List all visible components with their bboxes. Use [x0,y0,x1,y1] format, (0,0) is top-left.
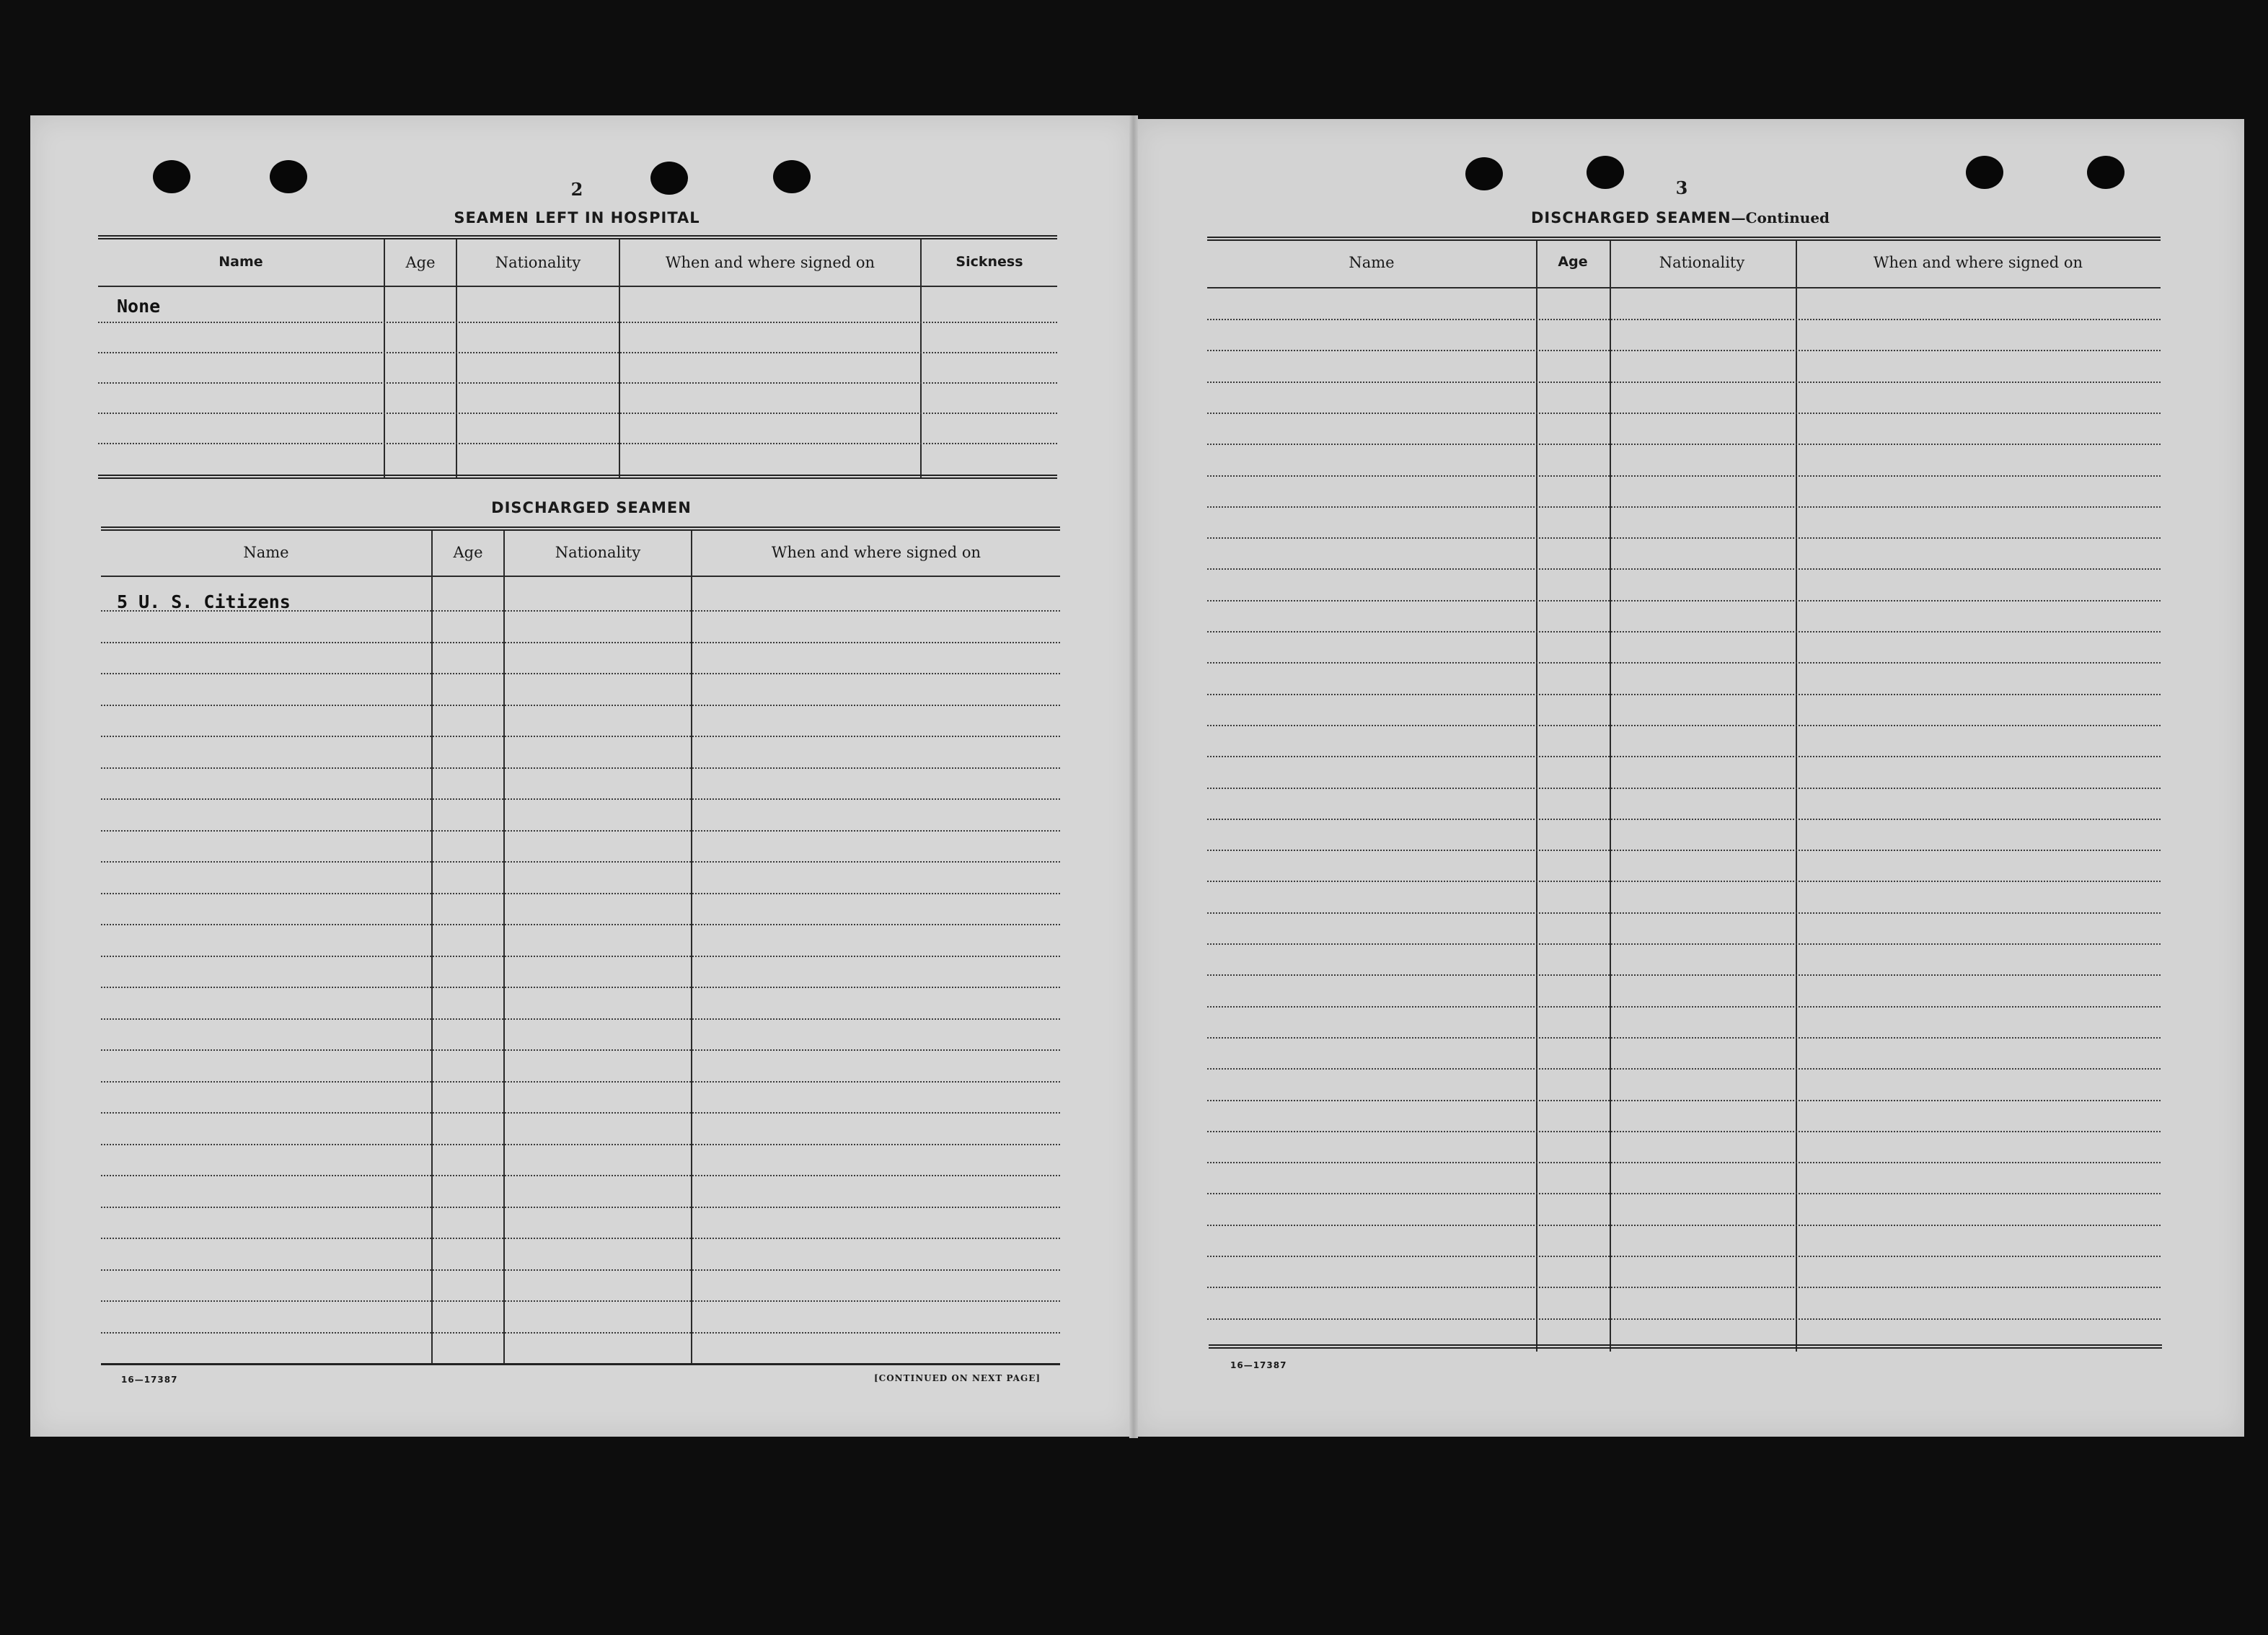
discharged-section-title: DISCHARGED SEAMEN [491,499,692,516]
row-line [1207,319,2161,320]
hospital-section-title: SEAMEN LEFT IN HOSPITAL [454,209,700,226]
right-bottom-rule [1209,1344,2162,1349]
row-line [101,1144,1060,1145]
row-line [101,1238,1060,1239]
row-line [1207,1225,2161,1226]
row-line [1207,694,2161,695]
discharged-col-divider [503,531,505,1365]
row-line [1207,444,2161,445]
right-col-divider [1536,241,1537,1352]
continued-note: [CONTINUED ON NEXT PAGE] [874,1373,1041,1383]
row-line [101,1018,1060,1020]
right-col-name: Name [1349,254,1395,271]
row-line [101,767,1060,769]
row-line [101,610,1060,612]
hospital-row-line [98,443,1057,444]
row-line [101,861,1060,863]
row-line [101,736,1060,737]
row-line [101,1112,1060,1114]
page-fold [1129,115,1138,1438]
row-line [1207,974,2161,976]
right-col-nationality: Nationality [1659,254,1745,271]
hospital-header-rule [98,286,1057,287]
punch-hole [153,160,190,193]
row-line [101,1300,1060,1302]
hospital-col-sickness: Sickness [956,254,1023,270]
discharged-col-divider [691,531,692,1365]
row-line [1207,1006,2161,1008]
hospital-top-rule [98,235,1057,239]
row-line [101,1207,1060,1208]
row-line [1207,1256,2161,1257]
punch-hole [270,160,307,193]
row-line [1207,1193,2161,1194]
discharged-col-nationality: Nationality [555,544,641,561]
right-col-divider [1610,241,1611,1352]
right-header-rule [1207,287,2161,288]
discharged-top-rule [101,526,1060,531]
row-line [101,642,1060,643]
row-line [101,798,1060,800]
title-continued: —Continued [1731,209,1830,226]
right-col-divider [1796,241,1797,1352]
row-line [1207,850,2161,851]
row-line [1207,1100,2161,1101]
discharged-col-divider [431,531,433,1365]
right-col-age: Age [1558,254,1588,270]
row-line [101,1269,1060,1271]
row-line [101,956,1060,957]
punch-hole [1587,156,1624,189]
row-line [1207,1068,2161,1070]
form-code: 16—17387 [121,1375,178,1385]
row-line [101,830,1060,832]
row-line [101,1081,1060,1083]
title-main: DISCHARGED SEAMEN [1530,209,1731,226]
row-line [1207,819,2161,820]
discharged-entry: 5 U. S. Citizens [117,591,291,612]
right-page [1134,119,2244,1437]
row-line [101,924,1060,925]
row-line [1207,382,2161,383]
form-code: 16—17387 [1230,1360,1287,1370]
hospital-bottom-rule [98,475,1057,479]
discharged-col-name: Name [243,544,289,561]
row-line [1207,788,2161,789]
right-top-rule [1207,237,2161,241]
hospital-col-age: Age [405,254,436,271]
row-line [1207,881,2161,882]
discharged-col-age: Age [453,544,483,561]
row-line [1207,1287,2161,1288]
discharged-bottom-rule [101,1363,1060,1365]
row-line [1207,662,2161,664]
row-line [1207,568,2161,570]
page-number: 3 [1675,177,1688,198]
hospital-col-nationality: Nationality [495,254,581,271]
row-line [101,1332,1060,1334]
page-number: 2 [570,179,583,200]
discharged-col-when-where: When and where signed on [771,544,981,561]
row-line [1207,912,2161,914]
row-line [1207,756,2161,757]
right-col-when-where: When and where signed on [1873,254,2083,271]
row-line [1207,1318,2161,1320]
punch-hole [1966,156,2003,189]
punch-hole [773,160,811,193]
hospital-row-line [98,382,1057,384]
punch-hole [2087,156,2124,189]
hospital-row-line [98,322,1057,323]
row-line [1207,350,2161,351]
row-line [101,893,1060,894]
row-line [101,987,1060,988]
row-line [1207,1162,2161,1163]
hospital-row-line [98,413,1057,414]
row-line [101,1049,1060,1051]
row-line [1207,1037,2161,1039]
hospital-row-line [98,352,1057,353]
row-line [1207,413,2161,414]
hospital-col-when-where: When and where signed on [665,254,875,271]
discharged-continued-title [1464,209,1897,226]
row-line [101,705,1060,706]
discharged-header-rule [101,576,1060,577]
row-line [1207,631,2161,633]
row-line [1207,725,2161,726]
row-line [1207,943,2161,945]
row-line [1207,537,2161,539]
row-line [101,1175,1060,1176]
row-line [1207,506,2161,508]
row-line [1207,1131,2161,1132]
hospital-col-name: Name [219,254,263,270]
row-line [101,673,1060,674]
row-line [1207,600,2161,601]
row-line [1207,475,2161,477]
punch-hole [1465,157,1503,190]
hospital-entry: None [117,296,161,317]
punch-hole [650,162,688,195]
